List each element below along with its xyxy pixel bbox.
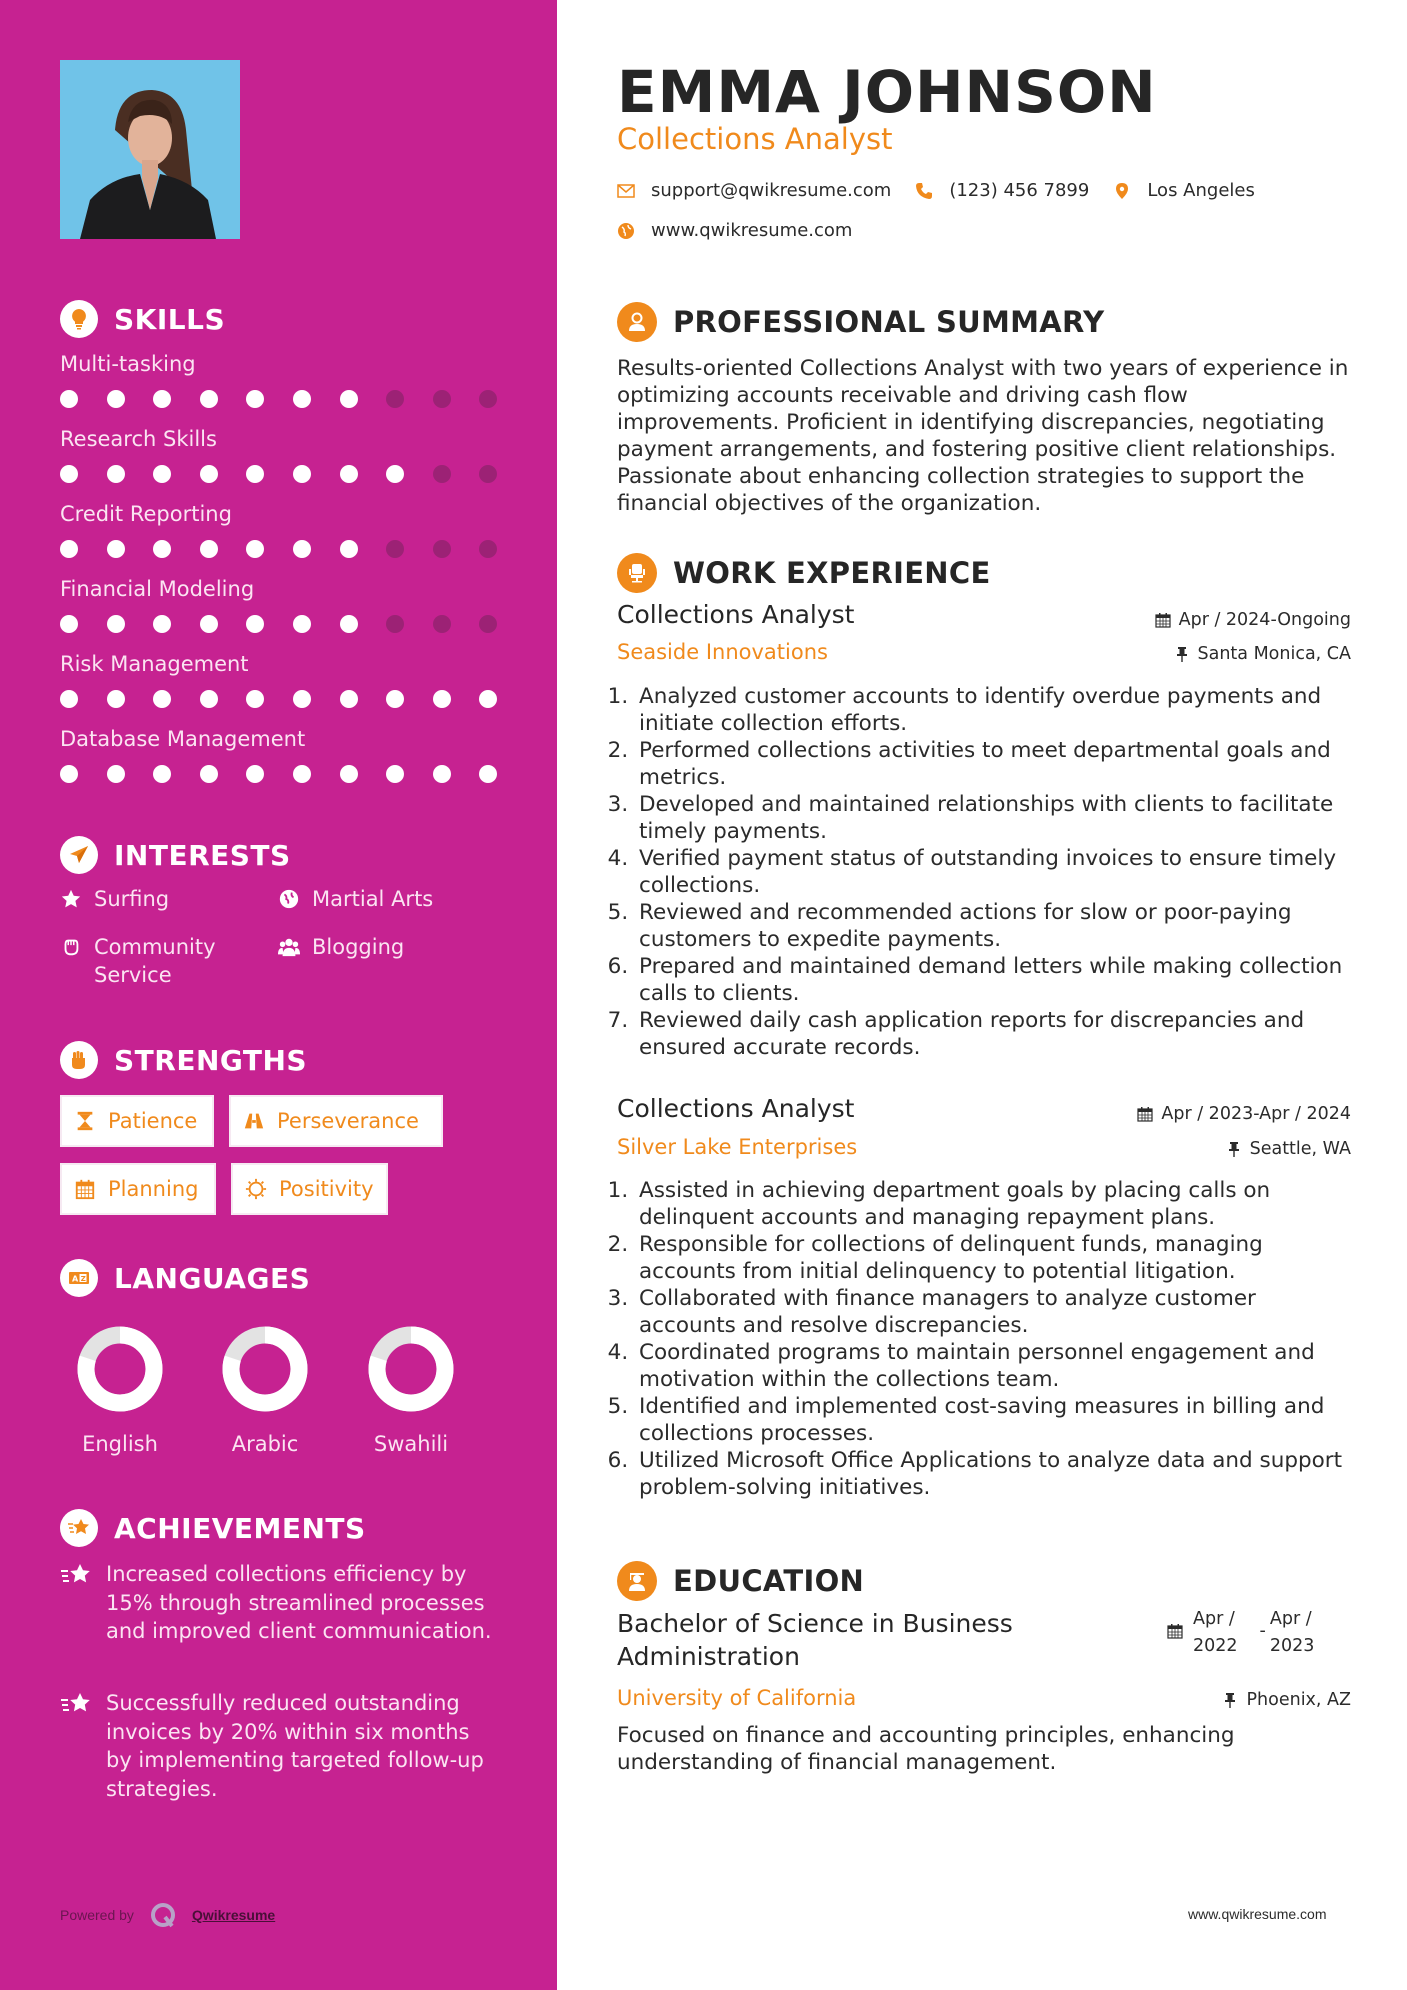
footer-url[interactable]: www.qwikresume.com bbox=[1188, 1906, 1327, 1922]
rating-dot-empty bbox=[433, 615, 451, 633]
job-dates: Apr / 2023-Apr / 2024 bbox=[1137, 1104, 1351, 1124]
duty-item: 5. Identified and implemented cost-saving measures in billing and collections processes. bbox=[635, 1393, 1357, 1447]
duty-item: 4. Coordinated programs to maintain personnel engagement and motivation within the collections team. bbox=[635, 1339, 1357, 1393]
sun-icon bbox=[245, 1178, 267, 1200]
calendar-icon bbox=[74, 1178, 96, 1200]
rating-dot-filled bbox=[200, 465, 218, 483]
strengths-heading bbox=[60, 1041, 307, 1079]
pushpin-icon bbox=[1174, 646, 1190, 662]
education-heading: EDUCATION bbox=[617, 1561, 864, 1601]
skill-name: Multi-tasking bbox=[60, 352, 196, 376]
star-medal-icon bbox=[60, 1509, 98, 1547]
globe-icon bbox=[278, 888, 300, 910]
languages-title: LANGUAGES bbox=[114, 1261, 311, 1295]
language-item: English bbox=[70, 1326, 170, 1456]
rating-dot-filled bbox=[60, 465, 78, 483]
strengths-title: STRENGTHS bbox=[114, 1043, 308, 1077]
rating-dot-filled bbox=[107, 690, 125, 708]
education-start: Apr / 2022 bbox=[1193, 1609, 1238, 1656]
translate-icon bbox=[60, 1259, 98, 1297]
rating-dot-filled bbox=[200, 390, 218, 408]
rating-dot-filled bbox=[479, 765, 497, 783]
duty-item: 3. Developed and maintained relationships with clients to facilitate timely payments. bbox=[635, 791, 1357, 845]
rating-dot-filled bbox=[153, 690, 171, 708]
rating-dot-filled bbox=[340, 615, 358, 633]
skills-heading bbox=[60, 300, 225, 338]
rating-dot-empty bbox=[386, 615, 404, 633]
rating-dot-filled bbox=[386, 465, 404, 483]
school-name: University of California bbox=[617, 1686, 857, 1710]
rating-dot-filled bbox=[107, 390, 125, 408]
rating-dot-filled bbox=[246, 540, 264, 558]
pushpin-icon bbox=[1222, 1692, 1238, 1708]
globe-icon bbox=[617, 222, 635, 240]
rating-dot-empty bbox=[433, 465, 451, 483]
phone-icon bbox=[915, 182, 933, 200]
contact-row bbox=[617, 180, 1255, 201]
rating-dot-filled bbox=[153, 615, 171, 633]
rating-dot-filled bbox=[107, 540, 125, 558]
skill-rating bbox=[60, 615, 526, 633]
rating-dot-filled bbox=[293, 390, 311, 408]
rating-dot-empty bbox=[386, 540, 404, 558]
calendar-icon bbox=[1167, 1623, 1183, 1639]
rating-dot-filled bbox=[340, 540, 358, 558]
rating-dot-filled bbox=[107, 465, 125, 483]
duty-item: 1. Assisted in achieving department goals by placing calls on delinquent accounts and managing repayment plans. bbox=[635, 1177, 1357, 1231]
duty-item: 6. Utilized Microsoft Office Applications to analyze data and support problem-solving initiatives. bbox=[635, 1447, 1357, 1501]
calendar-icon bbox=[1137, 1106, 1153, 1122]
rating-dot-filled bbox=[246, 690, 264, 708]
job-duties bbox=[617, 683, 1357, 1061]
duty-item: 6. Prepared and maintained demand letters while making collection calls to clients. bbox=[635, 953, 1357, 1007]
rating-dot-filled bbox=[340, 690, 358, 708]
phone: (123) 456 7899 bbox=[949, 180, 1090, 201]
shooting-star-icon bbox=[60, 1691, 92, 1719]
website[interactable]: www.qwikresume.com bbox=[651, 220, 853, 241]
education-location: Phoenix, AZ bbox=[1222, 1690, 1351, 1710]
rating-dot-filled bbox=[246, 465, 264, 483]
rating-dot-empty bbox=[479, 390, 497, 408]
job-title: Collections Analyst bbox=[617, 1094, 855, 1123]
user-icon bbox=[617, 302, 657, 342]
company-name: Silver Lake Enterprises bbox=[617, 1135, 858, 1159]
hourglass-icon bbox=[74, 1110, 96, 1132]
proficiency-donut bbox=[222, 1326, 308, 1412]
office-chair-icon bbox=[617, 553, 657, 593]
svg-text:Z: Z bbox=[80, 1275, 87, 1283]
rating-dot-filled bbox=[200, 765, 218, 783]
proficiency-donut bbox=[77, 1326, 163, 1412]
email[interactable]: support@qwikresume.com bbox=[651, 180, 892, 201]
rating-dot-filled bbox=[60, 615, 78, 633]
strength-badge: Positivity bbox=[231, 1163, 388, 1215]
rating-dot-filled bbox=[246, 615, 264, 633]
portrait-image bbox=[60, 60, 240, 239]
interest-item: Blogging bbox=[278, 933, 404, 961]
envelope-icon bbox=[617, 182, 635, 200]
skill-rating bbox=[60, 690, 526, 708]
job-title: Collections Analyst bbox=[617, 600, 855, 629]
rating-dot-filled bbox=[200, 540, 218, 558]
education-end: Apr / 2023 bbox=[1269, 1609, 1315, 1656]
rating-dot-empty bbox=[479, 615, 497, 633]
qwikresume-link[interactable]: Qwikresume bbox=[191, 1907, 276, 1923]
interest-item: Martial Arts bbox=[278, 885, 433, 913]
sidebar bbox=[0, 0, 557, 1990]
rating-dot-filled bbox=[246, 765, 264, 783]
strength-badge: Planning bbox=[60, 1163, 216, 1215]
rating-dot-filled bbox=[386, 690, 404, 708]
summary-heading: PROFESSIONAL SUMMARY bbox=[617, 302, 1104, 342]
job-location: Seattle, WA bbox=[1226, 1139, 1351, 1159]
strength-badge: Patience bbox=[60, 1095, 214, 1147]
rating-dot-filled bbox=[153, 465, 171, 483]
rating-dot-filled bbox=[293, 765, 311, 783]
company-name: Seaside Innovations bbox=[617, 640, 828, 664]
rating-dot-filled bbox=[200, 615, 218, 633]
experience-heading: WORK EXPERIENCE bbox=[617, 553, 991, 593]
candidate-title: Collections Analyst bbox=[617, 122, 893, 156]
duty-item: 7. Reviewed daily cash application reports for discrepancies and ensured accurate records. bbox=[635, 1007, 1357, 1061]
skill-rating bbox=[60, 465, 526, 483]
duty-item: 2. Responsible for collections of delinquent funds, managing accounts from initial delinquency to potential litigation. bbox=[635, 1231, 1357, 1285]
skill-name: Financial Modeling bbox=[60, 577, 255, 601]
map-pin-icon bbox=[1113, 182, 1131, 200]
graduate-icon bbox=[617, 1561, 657, 1601]
skill-rating bbox=[60, 765, 526, 783]
interests-title: INTERESTS bbox=[114, 838, 291, 872]
road-icon bbox=[243, 1110, 265, 1132]
calendar-icon bbox=[1155, 612, 1171, 628]
job-duties bbox=[617, 1177, 1357, 1501]
pushpin-icon bbox=[1226, 1141, 1242, 1157]
qwikresume-logo-icon bbox=[148, 1900, 178, 1930]
languages-heading bbox=[60, 1259, 310, 1297]
rating-dot-empty bbox=[433, 390, 451, 408]
duty-item: 5. Reviewed and recommended actions for slow or poor-paying customers to expedite payments. bbox=[635, 899, 1357, 953]
rating-dot-filled bbox=[340, 765, 358, 783]
rating-dot-filled bbox=[293, 540, 311, 558]
paper-plane-icon bbox=[60, 836, 98, 874]
hand-icon bbox=[60, 936, 82, 958]
rating-dot-empty bbox=[386, 390, 404, 408]
skill-rating bbox=[60, 540, 526, 558]
rating-dot-filled bbox=[60, 390, 78, 408]
rating-dot-filled bbox=[246, 390, 264, 408]
website-row bbox=[617, 220, 852, 241]
skill-name: Risk Management bbox=[60, 652, 249, 676]
powered-by: Powered by Qwikresume bbox=[60, 1900, 275, 1930]
education-dates: Apr / 2022 - Apr / 2023 bbox=[1167, 1606, 1314, 1660]
interest-item: Community Service bbox=[60, 933, 240, 989]
skills-title: SKILLS bbox=[114, 302, 226, 336]
language-item: Swahili bbox=[361, 1326, 461, 1456]
rating-dot-filled bbox=[60, 540, 78, 558]
rating-dot-empty bbox=[479, 465, 497, 483]
duty-item: 4. Verified payment status of outstanding invoices to ensure timely collections. bbox=[635, 845, 1357, 899]
rating-dot-filled bbox=[60, 765, 78, 783]
summary-text: Results-oriented Collections Analyst with two years of experience in optimizing accounts receivable and driving cash flow improvements. Proficient in identifying discrepancies, negotiating payment arrangements, and fostering positive client relationships. Passionate about enhancing collection strategies to support the financial objectives of the organization. bbox=[617, 356, 1349, 516]
skill-name: Database Management bbox=[60, 727, 306, 751]
rating-dot-filled bbox=[60, 690, 78, 708]
duty-item: 3. Collaborated with finance managers to analyze customer accounts and resolve discrepancies. bbox=[635, 1285, 1357, 1339]
rating-dot-filled bbox=[153, 390, 171, 408]
fist-icon bbox=[60, 1041, 98, 1079]
rating-dot-filled bbox=[293, 690, 311, 708]
rating-dot-filled bbox=[107, 765, 125, 783]
svg-text:A: A bbox=[72, 1274, 79, 1284]
rating-dot-filled bbox=[293, 615, 311, 633]
shooting-star-icon bbox=[60, 1562, 92, 1590]
users-icon bbox=[278, 936, 300, 958]
duty-item: 1. Analyzed customer accounts to identify overdue payments and initiate collection efforts. bbox=[635, 683, 1357, 737]
education-description: Focused on finance and accounting principles, enhancing understanding of financial management. bbox=[617, 1723, 1235, 1775]
language-item: Arabic bbox=[215, 1326, 315, 1456]
rating-dot-filled bbox=[153, 540, 171, 558]
skill-name: Credit Reporting bbox=[60, 502, 232, 526]
job-dates: Apr / 2024-Ongoing bbox=[1155, 610, 1351, 630]
achievements-heading bbox=[60, 1509, 366, 1547]
job-location: Santa Monica, CA bbox=[1174, 644, 1352, 664]
achievement-item: Increased collections efficiency by 15% through streamlined processes and improved client communication. bbox=[60, 1560, 500, 1646]
skill-name: Research Skills bbox=[60, 427, 217, 451]
rating-dot-filled bbox=[386, 765, 404, 783]
rating-dot-filled bbox=[153, 765, 171, 783]
rating-dot-empty bbox=[479, 540, 497, 558]
rating-dot-filled bbox=[479, 690, 497, 708]
achievements-title: ACHIEVEMENTS bbox=[114, 1511, 366, 1545]
proficiency-donut bbox=[368, 1326, 454, 1412]
location: Los Angeles bbox=[1147, 180, 1255, 201]
achievement-item: Successfully reduced outstanding invoices by 20% within six months by implementing targeted follow-up strategies. bbox=[60, 1689, 500, 1803]
candidate-name: EMMA JOHNSON bbox=[617, 58, 1157, 126]
rating-dot-filled bbox=[107, 615, 125, 633]
profile-photo bbox=[60, 60, 240, 239]
rating-dot-filled bbox=[433, 765, 451, 783]
rating-dot-filled bbox=[340, 390, 358, 408]
star-icon bbox=[60, 888, 82, 910]
rating-dot-filled bbox=[293, 465, 311, 483]
interests-heading bbox=[60, 836, 291, 874]
rating-dot-filled bbox=[340, 465, 358, 483]
skill-rating bbox=[60, 390, 526, 408]
strength-badge: Perseverance bbox=[229, 1095, 443, 1147]
degree-title: Bachelor of Science in Business Administration bbox=[617, 1609, 1013, 1671]
rating-dot-filled bbox=[433, 690, 451, 708]
rating-dot-filled bbox=[200, 690, 218, 708]
interest-item: Surfing bbox=[60, 885, 169, 913]
duty-item: 2. Performed collections activities to meet departmental goals and metrics. bbox=[635, 737, 1357, 791]
lightbulb-icon bbox=[60, 300, 98, 338]
rating-dot-empty bbox=[433, 540, 451, 558]
